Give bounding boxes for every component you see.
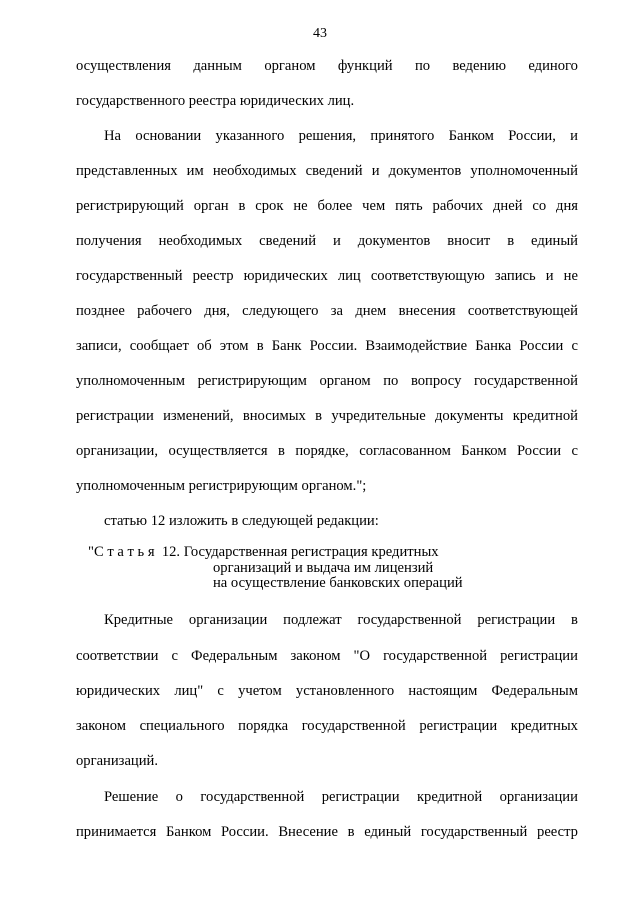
word: регистрации (500, 648, 578, 664)
word: организации (499, 789, 578, 805)
article-heading-line-3: на осуществление банковских операций (213, 575, 463, 591)
word: "О (353, 648, 371, 664)
word: Федеральным (491, 683, 578, 699)
text-line: государственного реестра юридических лиц. (76, 93, 355, 109)
word: государственный (420, 824, 528, 840)
word: учредительные (331, 408, 426, 424)
text-line (104, 787, 578, 807)
word: государственной (383, 648, 488, 664)
text-line (76, 371, 578, 391)
word: указанного (215, 128, 285, 144)
word: осуществления (76, 58, 171, 74)
word: регистрации (321, 789, 400, 805)
word: позднее (76, 303, 125, 319)
word: со (532, 198, 547, 214)
word: Банк (271, 338, 302, 354)
word: вносимых (242, 408, 306, 424)
text-line (104, 610, 578, 630)
word: порядке, (295, 443, 349, 459)
word: в (507, 233, 515, 249)
word: государственной (473, 373, 578, 389)
word: документов (388, 163, 462, 179)
word: и (570, 128, 578, 144)
word: необходимых (158, 233, 243, 249)
word: законом (290, 648, 341, 664)
word: документов (357, 233, 431, 249)
word: России. (221, 824, 269, 840)
word: осуществляется (168, 443, 268, 459)
word: На (104, 128, 122, 144)
word: государственный (76, 268, 183, 284)
word: единый (531, 233, 578, 249)
text-line (76, 646, 578, 666)
word: изменений, (163, 408, 234, 424)
word: орган (193, 198, 229, 214)
word: в (278, 443, 285, 459)
word: установленного (295, 683, 395, 699)
word: организации, (76, 443, 158, 459)
word: порядка (238, 718, 289, 734)
word: и (371, 163, 380, 179)
word: не (563, 268, 578, 284)
word: России (519, 338, 564, 354)
word: не (293, 198, 308, 214)
word: кредитной (416, 789, 483, 805)
word: в (238, 198, 246, 214)
word: им (186, 163, 204, 179)
word: этом (219, 338, 249, 354)
word: в (315, 408, 323, 424)
word: Внесение (278, 824, 338, 840)
word: вносит (447, 233, 491, 249)
word: в (571, 612, 578, 628)
word: регистрирующим (197, 373, 307, 389)
word: России, (508, 128, 556, 144)
word: уполномоченным (76, 373, 185, 389)
word: представленных (76, 163, 178, 179)
word: в (256, 338, 264, 354)
word: соответствующей (467, 303, 578, 319)
word: чем (362, 198, 386, 214)
text-line (76, 716, 578, 736)
word: сведений (305, 163, 363, 179)
word: лиц (337, 268, 361, 284)
word: настоящим (408, 683, 478, 699)
word: Банком (461, 443, 507, 459)
word: юридических (76, 683, 161, 699)
word: законом (76, 718, 126, 734)
word: кредитных (510, 718, 578, 734)
word: уполномоченный (470, 163, 578, 179)
word: Федеральным (191, 648, 278, 664)
article-heading (88, 545, 463, 592)
word: регистрации (419, 718, 498, 734)
word: государственной (357, 612, 462, 628)
word: в (347, 824, 355, 840)
text-line: статью 12 изложить в следующей редакции: (104, 513, 379, 529)
word: о (175, 789, 183, 805)
word: Решение (104, 789, 159, 805)
word: лиц" (174, 683, 204, 699)
text-line (76, 161, 578, 181)
text-line (76, 822, 578, 842)
word: организации (188, 612, 268, 628)
word: Кредитные (104, 612, 174, 628)
word: днем (355, 303, 387, 319)
word: по (414, 58, 431, 74)
word: согласованном (359, 443, 451, 459)
word: по (383, 373, 399, 389)
text-line (76, 681, 578, 701)
word: единого (528, 58, 578, 74)
word: и (545, 268, 554, 284)
word: юридических (243, 268, 328, 284)
text-line (76, 196, 578, 216)
word: России (517, 443, 562, 459)
word: дней (492, 198, 523, 214)
word: данным (193, 58, 242, 74)
word: основании (135, 128, 202, 144)
word: документы (435, 408, 504, 424)
text-line (76, 406, 578, 426)
word: государственной (200, 789, 305, 805)
word: подлежат (283, 612, 342, 628)
word: принимается (76, 824, 157, 840)
word: с (217, 683, 224, 699)
word: соответствии (76, 648, 159, 664)
text-line (76, 301, 578, 321)
word: пять (395, 198, 423, 214)
word: учетом (238, 683, 282, 699)
word: регистрирующий (76, 198, 184, 214)
word: реестр (192, 268, 234, 284)
word: срок (255, 198, 284, 214)
word: с (171, 648, 178, 664)
word: соответствующую (370, 268, 485, 284)
word: принятого (370, 128, 435, 144)
word: об (196, 338, 212, 354)
word: органом (319, 373, 371, 389)
text-line (76, 266, 578, 286)
word: получения (76, 233, 142, 249)
article-heading-line-2: организаций и выдача им лицензий (213, 559, 434, 576)
word: рабочего (137, 303, 192, 319)
text-line (76, 231, 578, 251)
word: кредитной (512, 408, 578, 424)
word: запись (494, 268, 536, 284)
word: единый (364, 824, 412, 840)
word: сообщает (129, 338, 189, 354)
word: с (571, 338, 578, 354)
word: записи, (76, 338, 122, 354)
word: Банком (166, 824, 212, 840)
article-heading-line-1: "С т а т ь я 12. Государственная регистрация кредитных (88, 544, 439, 560)
word: и (332, 233, 341, 249)
word: решения, (298, 128, 357, 144)
text-line: организаций. (76, 753, 158, 769)
word: дня, (204, 303, 230, 319)
word: вопросу (410, 373, 462, 389)
word: Банка (475, 338, 512, 354)
word: государственной (301, 718, 406, 734)
word: внесения (398, 303, 456, 319)
word: Взаимодействие (365, 338, 468, 354)
word: ведению (452, 58, 506, 74)
word: сведений (259, 233, 317, 249)
word: Банком (448, 128, 494, 144)
word: реестр (537, 824, 578, 840)
word: следующего (242, 303, 319, 319)
text-line: уполномоченным регистрирующим органом."; (76, 478, 367, 494)
word: России. (309, 338, 358, 354)
word: за (330, 303, 344, 319)
page-number: 43 (313, 26, 327, 41)
word: более (317, 198, 353, 214)
word: дня (556, 198, 578, 214)
text-line (76, 56, 578, 76)
word: регистрации (477, 612, 556, 628)
text-line (76, 441, 578, 461)
text-line (104, 126, 578, 146)
word: с (571, 443, 578, 459)
word: органом (264, 58, 316, 74)
word: специального (139, 718, 225, 734)
word: необходимых (212, 163, 297, 179)
word: функций (337, 58, 393, 74)
word: рабочих (432, 198, 484, 214)
text-line (76, 336, 578, 356)
word: регистрации (76, 408, 154, 424)
